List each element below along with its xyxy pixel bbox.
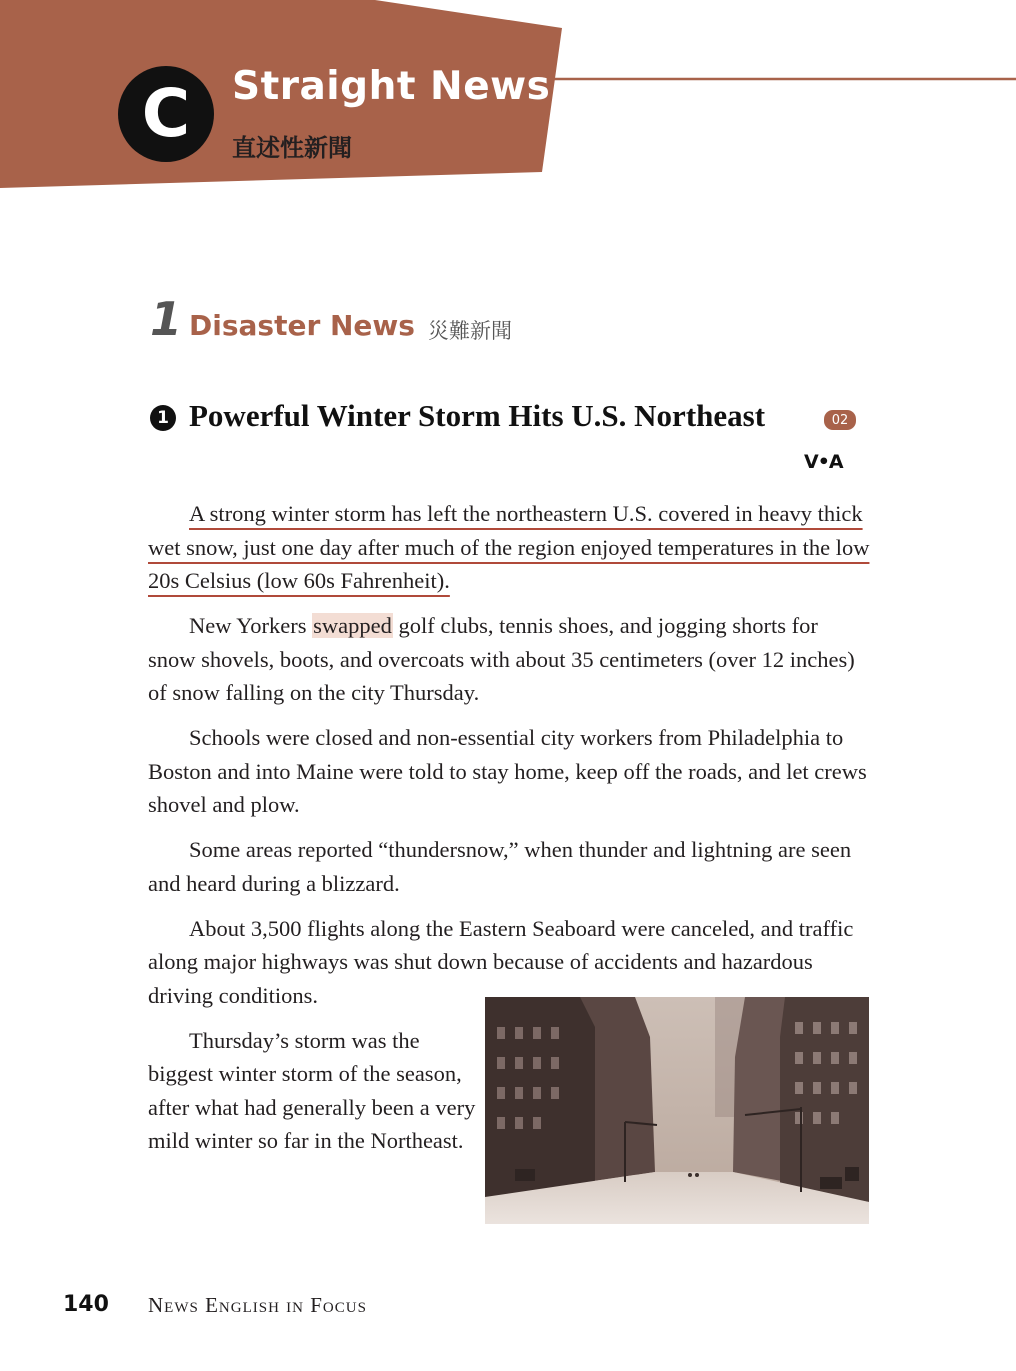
audio-track-number: 02 <box>831 412 849 428</box>
highlighted-word: swapped <box>313 613 392 638</box>
article-number: 1 <box>157 408 169 428</box>
paragraph-2 <box>148 609 870 710</box>
page-number: 140 <box>63 1292 109 1317</box>
paragraph-2-start: New Yorkers <box>189 613 313 638</box>
section-letter-badge <box>118 66 214 162</box>
book-title: News English in Focus <box>148 1293 367 1317</box>
audio-track-badge[interactable] <box>824 410 856 430</box>
paragraph-4: Some areas reported “thundersnow,” when thunder and lightning are seen and heard during a blizzard. <box>148 837 852 896</box>
subsection-number: 1 <box>150 292 183 346</box>
section-subtitle: 直述性新聞 <box>232 134 352 162</box>
subsection-title: Disaster News <box>189 309 415 342</box>
paragraph-5: About 3,500 flights along the Eastern Seaboard were canceled, and traffic along major highways was shut down because of accidents and hazardous driving conditions. <box>148 915 854 1008</box>
section-title: Straight News <box>232 64 551 109</box>
article-title: Powerful Winter Storm Hits U.S. Northeast <box>189 398 766 433</box>
voa-logo: V•A <box>804 451 843 473</box>
subsection-title-zh: 災難新聞 <box>428 319 512 343</box>
paragraph-6: Thursday’s storm was the biggest winter storm of the season, after what had generally been a very mild winter so far in the Northeast. <box>148 1027 476 1153</box>
paragraph-2-end: golf clubs, tennis shoes, and jogging shorts for snow shovels, boots, and overcoats with about 35 centimeters (over 12 inches) of snow falling on the city Thursday. <box>148 613 855 705</box>
snowy-street-photo <box>485 997 869 1224</box>
underlined-lead: A strong winter storm has left the northeastern U.S. covered in heavy thick wet snow, just one day after much of the region enjoyed temperatures in the low 20s Celsius (low 60s Fahrenheit). <box>148 501 870 593</box>
paragraph-1 <box>148 497 870 598</box>
article-number-bullet <box>150 405 176 431</box>
section-letter: C <box>141 75 191 152</box>
paragraph-3: Schools were closed and non-essential city workers from Philadelphia to Boston and into Maine were told to stay home, keep off the roads, and let crews shovel and plow. <box>148 725 867 817</box>
